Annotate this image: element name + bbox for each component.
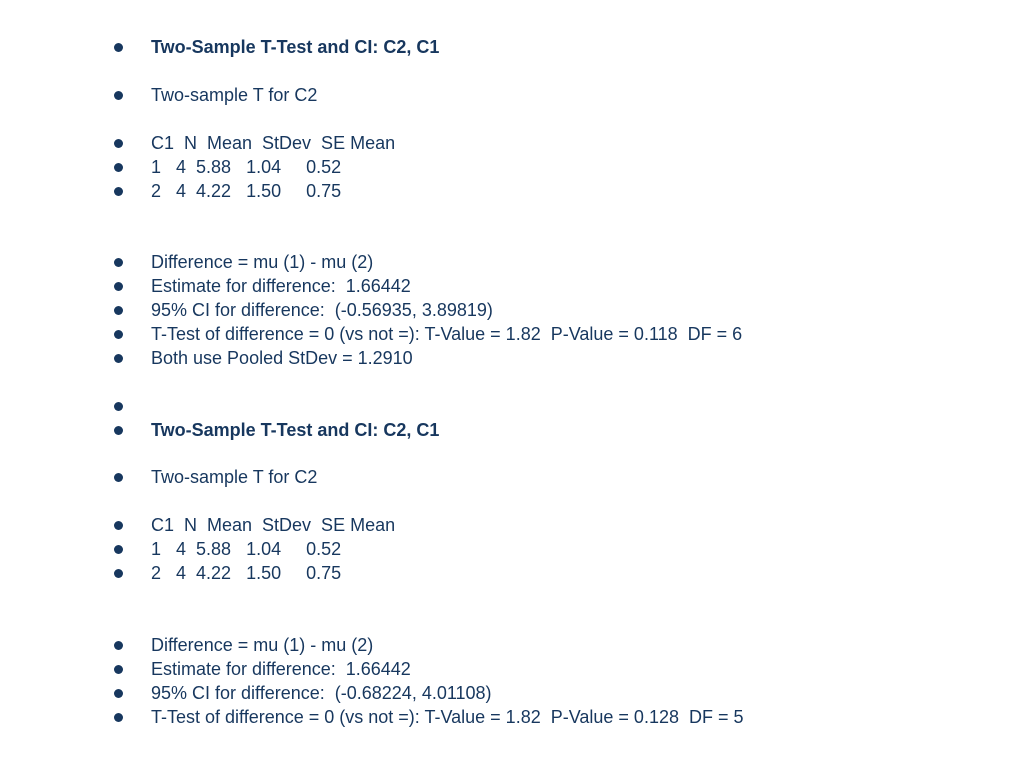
table-row: 1 4 5.88 1.04 0.52 xyxy=(151,539,342,559)
list-item xyxy=(0,681,1024,705)
section-subtitle: Two-sample T for C2 xyxy=(151,467,318,487)
bullet-icon xyxy=(114,258,123,267)
bullet-icon xyxy=(114,306,123,315)
list-item xyxy=(0,250,1024,274)
list-item xyxy=(0,298,1024,322)
list-item xyxy=(0,35,1024,59)
list-item xyxy=(0,322,1024,346)
bullet-icon xyxy=(114,402,123,411)
section-subtitle: Two-sample T for C2 xyxy=(151,85,318,105)
table-header: C1 N Mean StDev SE Mean xyxy=(151,515,396,535)
section-title: Two-Sample T-Test and CI: C2, C1 xyxy=(151,37,440,57)
bullet-icon xyxy=(114,569,123,578)
section-title: Two-Sample T-Test and CI: C2, C1 xyxy=(151,420,440,440)
bullet-icon xyxy=(114,426,123,435)
result-line: Estimate for difference: 1.66442 xyxy=(151,659,411,679)
bullet-icon xyxy=(114,641,123,650)
list-item xyxy=(0,179,1024,203)
list-item xyxy=(0,155,1024,179)
list-item xyxy=(0,394,1024,418)
list-item xyxy=(0,513,1024,537)
bullet-icon xyxy=(114,187,123,196)
result-line: Difference = mu (1) - mu (2) xyxy=(151,635,374,655)
result-line: 95% CI for difference: (-0.68224, 4.01108) xyxy=(151,683,492,703)
result-line: Difference = mu (1) - mu (2) xyxy=(151,252,374,272)
bullet-icon xyxy=(114,282,123,291)
result-line: T-Test of difference = 0 (vs not =): T-Value = 1.82 P-Value = 0.128 DF = 5 xyxy=(151,707,744,727)
list-item xyxy=(0,657,1024,681)
list-item xyxy=(0,274,1024,298)
bullet-icon xyxy=(114,163,123,172)
bullet-icon xyxy=(114,521,123,530)
result-line: 95% CI for difference: (-0.56935, 3.89819) xyxy=(151,300,493,320)
list-item xyxy=(0,633,1024,657)
bullet-icon xyxy=(114,43,123,52)
list-item xyxy=(0,537,1024,561)
bullet-icon xyxy=(114,354,123,363)
bullet-icon xyxy=(114,689,123,698)
list-item xyxy=(0,465,1024,489)
result-line: Both use Pooled StDev = 1.2910 xyxy=(151,348,413,368)
table-header: C1 N Mean StDev SE Mean xyxy=(151,133,396,153)
bullet-icon xyxy=(114,473,123,482)
list-item xyxy=(0,418,1024,442)
list-item xyxy=(0,561,1024,585)
bullet-icon xyxy=(114,713,123,722)
result-line: T-Test of difference = 0 (vs not =): T-Value = 1.82 P-Value = 0.118 DF = 6 xyxy=(151,324,743,344)
table-row: 2 4 4.22 1.50 0.75 xyxy=(151,563,342,583)
bullet-icon xyxy=(114,330,123,339)
list-item xyxy=(0,705,1024,729)
list-item xyxy=(0,346,1024,370)
list-item xyxy=(0,83,1024,107)
table-row: 2 4 4.22 1.50 0.75 xyxy=(151,181,342,201)
bullet-icon xyxy=(114,545,123,554)
bullet-icon xyxy=(114,91,123,100)
list-item xyxy=(0,131,1024,155)
bullet-icon xyxy=(114,665,123,674)
bullet-icon xyxy=(114,139,123,148)
result-line: Estimate for difference: 1.66442 xyxy=(151,276,411,296)
table-row: 1 4 5.88 1.04 0.52 xyxy=(151,157,342,177)
